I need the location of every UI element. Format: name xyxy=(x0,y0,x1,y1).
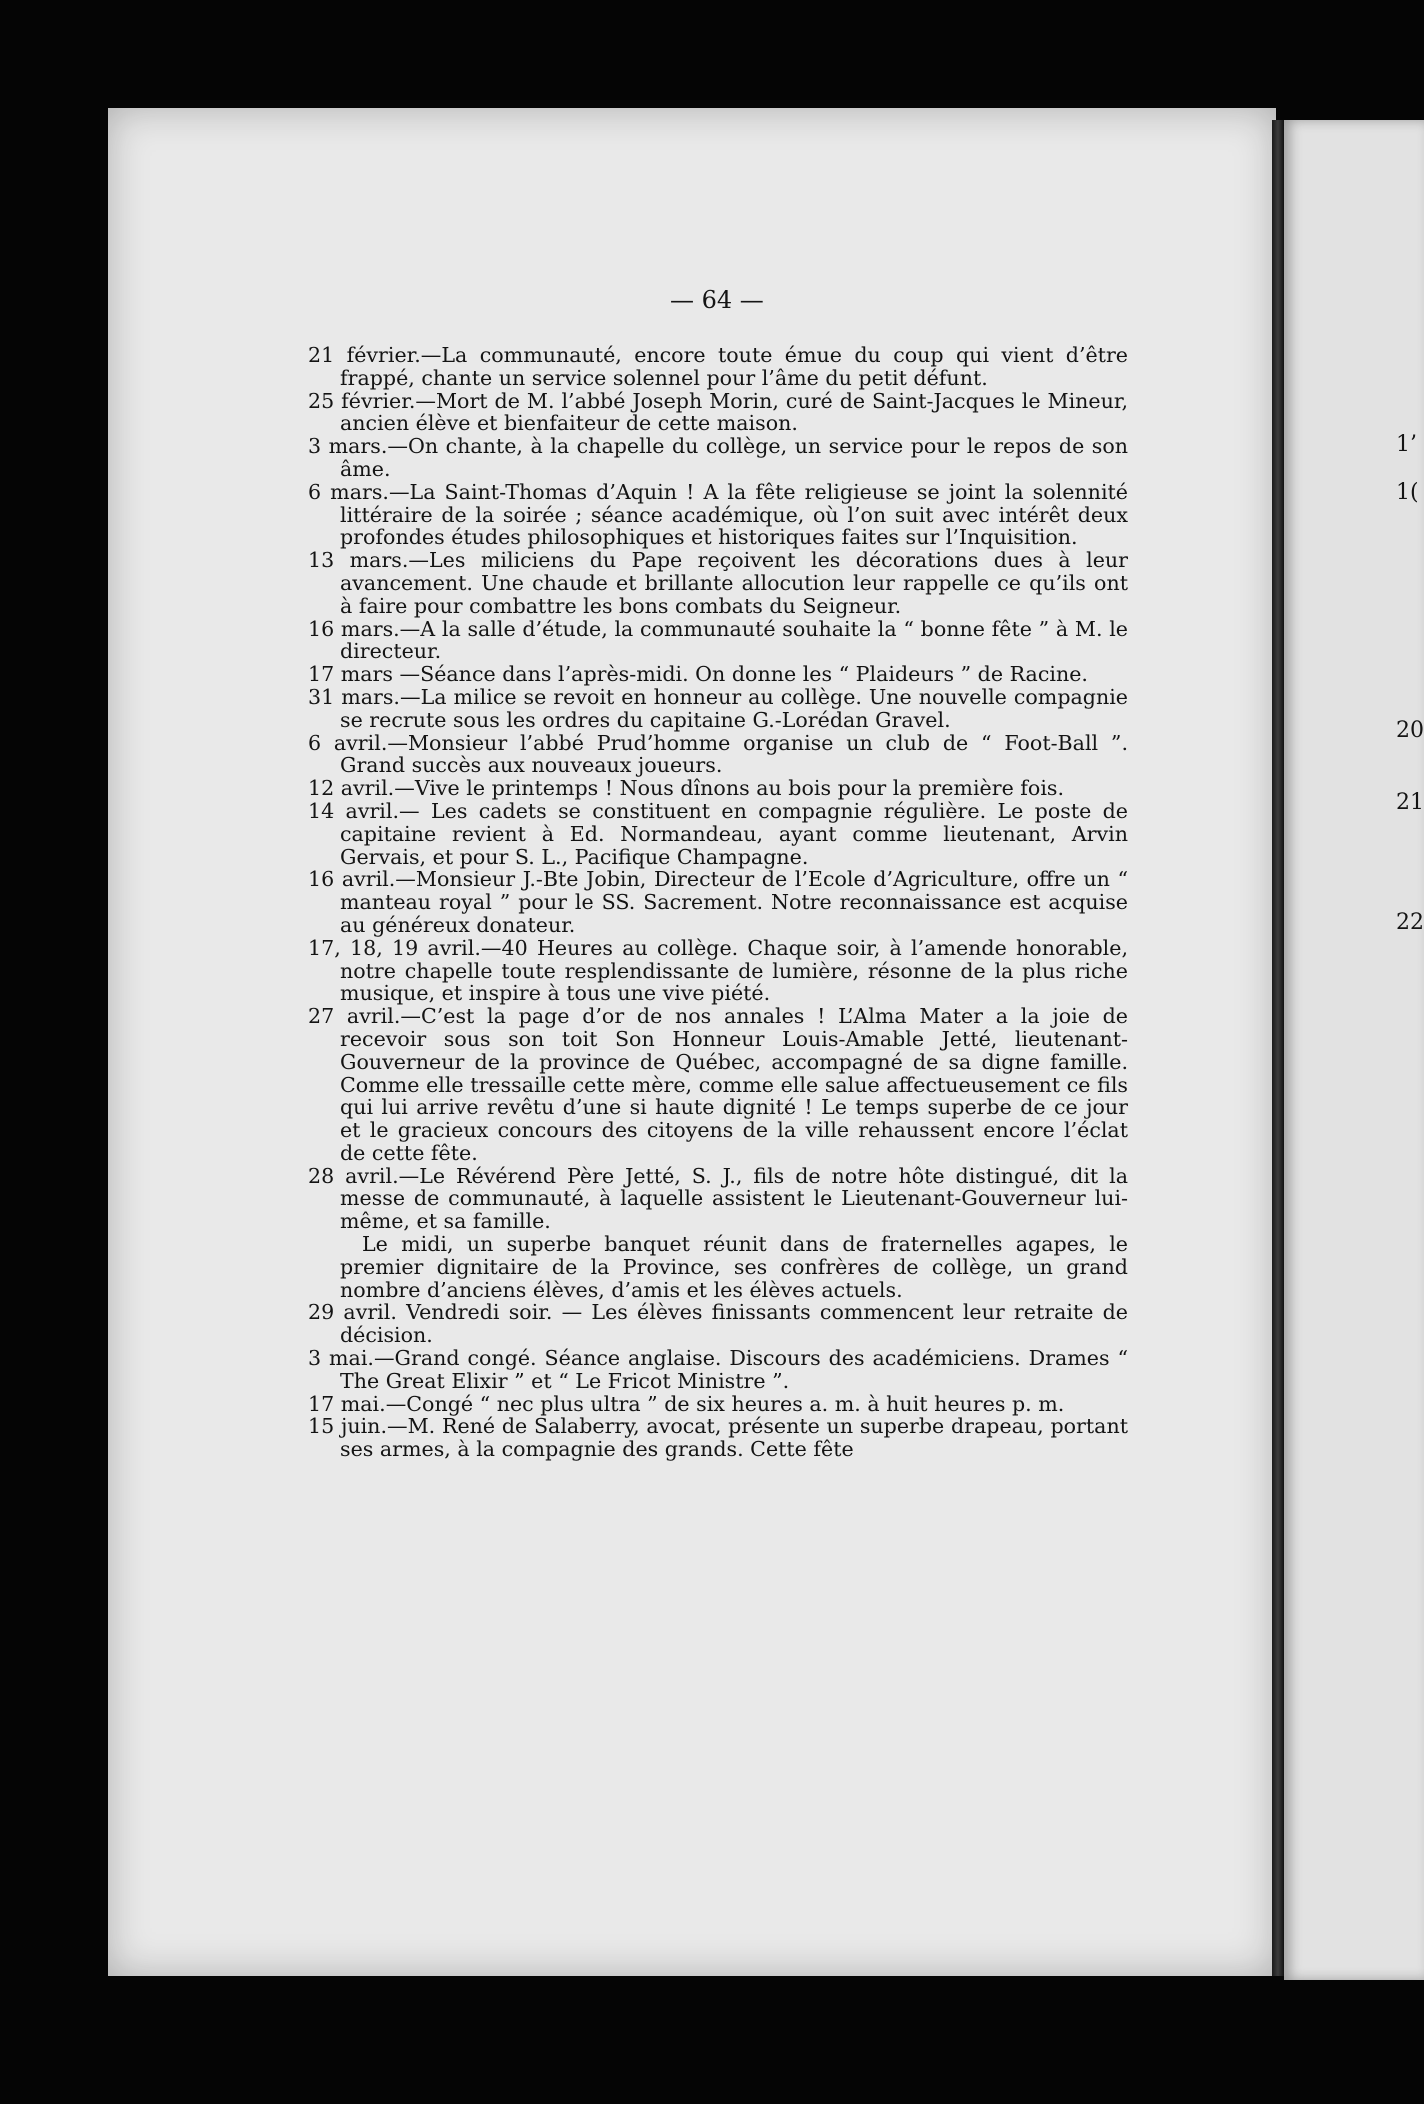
adjacent-page-number: 22 xyxy=(1396,910,1424,935)
chronicle-entry: 16 mars.—A la salle d’étude, la communauté souhaite la “ bonne fête ” à M. le directeur. xyxy=(308,616,1128,664)
chronicle-entry: 21 février.—La communauté, encore toute émue du coup qui vient d’être frappé, chante un service solennel pour l’âme du petit défunt. xyxy=(308,343,1128,390)
chronicle-entry: 29 avril. Vendredi soir. — Les élèves finissants commencent leur retraite de décision. xyxy=(308,1300,1128,1348)
chronicle-entry: 6 avril.—Monsieur l’abbé Prud’homme organise un club de “ Foot-Ball ”. Grand succès aux nouveaux joueurs. xyxy=(308,730,1128,778)
adjacent-page-number: 1’ xyxy=(1396,432,1417,457)
adjacent-page-number: 20 xyxy=(1396,718,1424,743)
chronicle-entry: 31 mars.—La milice se revoit en honneur au collège. Une nouvelle compagnie se recrute sous les ordres du capitaine G.-Lorédan Gravel. xyxy=(308,684,1128,732)
adjacent-page-number: 21 xyxy=(1396,790,1424,815)
adjacent-page-number: 1( xyxy=(1396,480,1419,505)
chronicle-entry: 17 mars —Séance dans l’après-midi. On donne les “ Plaideurs ” de Racine. xyxy=(308,662,1088,687)
chronicle-entry: 15 juin.—M. René de Salaberry, avocat, présente un superbe drapeau, portant ses armes, à la compagnie des grands. Cette fête xyxy=(308,1414,1128,1462)
adjacent-page xyxy=(1284,120,1424,1980)
page-gutter xyxy=(1272,120,1284,1976)
chronicle-entry: 17, 18, 19 avril.—40 Heures au collège. Chaque soir, à l’amende honorable, notre chapelle toute resplendissante de lumière, résonne de la plus riche musique, et inspire à tous une vive piété. xyxy=(308,935,1128,1006)
chronicle-entry: 17 mai.—Congé “ nec plus ultra ” de six heures a. m. à huit heures p. m. xyxy=(308,1391,1065,1416)
chronicle-entry: 28 avril.—Le Révérend Père Jetté, S. J., fils de notre hôte distingué, dit la messe de communauté, à laquelle assistent le Lieutenant-Gouverneur lui-même, et sa famille. xyxy=(308,1163,1128,1234)
chronicle-entry: 6 mars.—La Saint-Thomas d’Aquin ! A la fête religieuse se joint la solennité littéraire de la soirée ; séance académique, où l’on suit avec intérêt deux profondes études philosophiques et historiques faites sur l’Inquisition. xyxy=(308,479,1128,550)
chronicle-entry: 3 mai.—Grand congé. Séance anglaise. Discours des académiciens. Drames “ The Great Elixir ” et “ Le Fricot Ministre ”. xyxy=(308,1346,1128,1393)
chronicle-entry: 16 avril.—Monsieur J.-Bte Jobin, Directeur de l’Ecole d’Agriculture, offre un “ manteau royal ” pour le SS. Sacrement. Notre reconnaissance est acquise au généreux donateur. xyxy=(308,867,1128,937)
chronicle-entry: 14 avril.— Les cadets se constituent en compagnie régulière. Le poste de capitaine revient à Ed. Normandeau, ayant comme lieutenant, Arvin Gervais, et pour S. L., Pacifique Champagne. xyxy=(308,798,1128,869)
chronicle-entry: 12 avril.—Vive le printemps ! Nous dînons au bois pour la première fois. xyxy=(308,776,1065,801)
chronicle-entry: 3 mars.—On chante, à la chapelle du collège, un service pour le repos de son âme. xyxy=(308,434,1128,481)
chronicle-entries xyxy=(308,344,1128,1461)
page-number: — 64 — xyxy=(670,286,764,314)
chronicle-entry: 25 février.—Mort de M. l’abbé Joseph Morin, curé de Saint-Jacques le Mineur, ancien élève et bienfaiteur de cette maison. xyxy=(308,388,1128,436)
chronicle-entry: 27 avril.—C’est la page d’or de nos annales ! L’Alma Mater a la joie de recevoir sous son toit Son Honneur Louis-Amable Jetté, lieutenant-Gouverneur de la province de Québec, accompagné de sa digne famille. Comme elle tressaille cette mère, comme elle salue affectueusement ce fils qui lui arrive revêtu d’une si haute dignité ! Le temps superbe de ce jour et le gracieux concours des citoyens de la ville rehaussent encore l’éclat de cette fête. xyxy=(308,1004,1128,1165)
chronicle-entry: 13 mars.—Les miliciens du Pape reçoivent les décorations dues à leur avancement. Une chaude et brillante allocution leur rappelle ce qu’ils ont à faire pour combattre les bons combats du Seigneur. xyxy=(308,548,1128,618)
chronicle-paragraph: Le midi, un superbe banquet réunit dans de fraternelles agapes, le premier dignitaire de la Province, ses confrères de collège, un grand nombre d’anciens élèves, d’amis et les élèves actuels. xyxy=(340,1232,1128,1302)
